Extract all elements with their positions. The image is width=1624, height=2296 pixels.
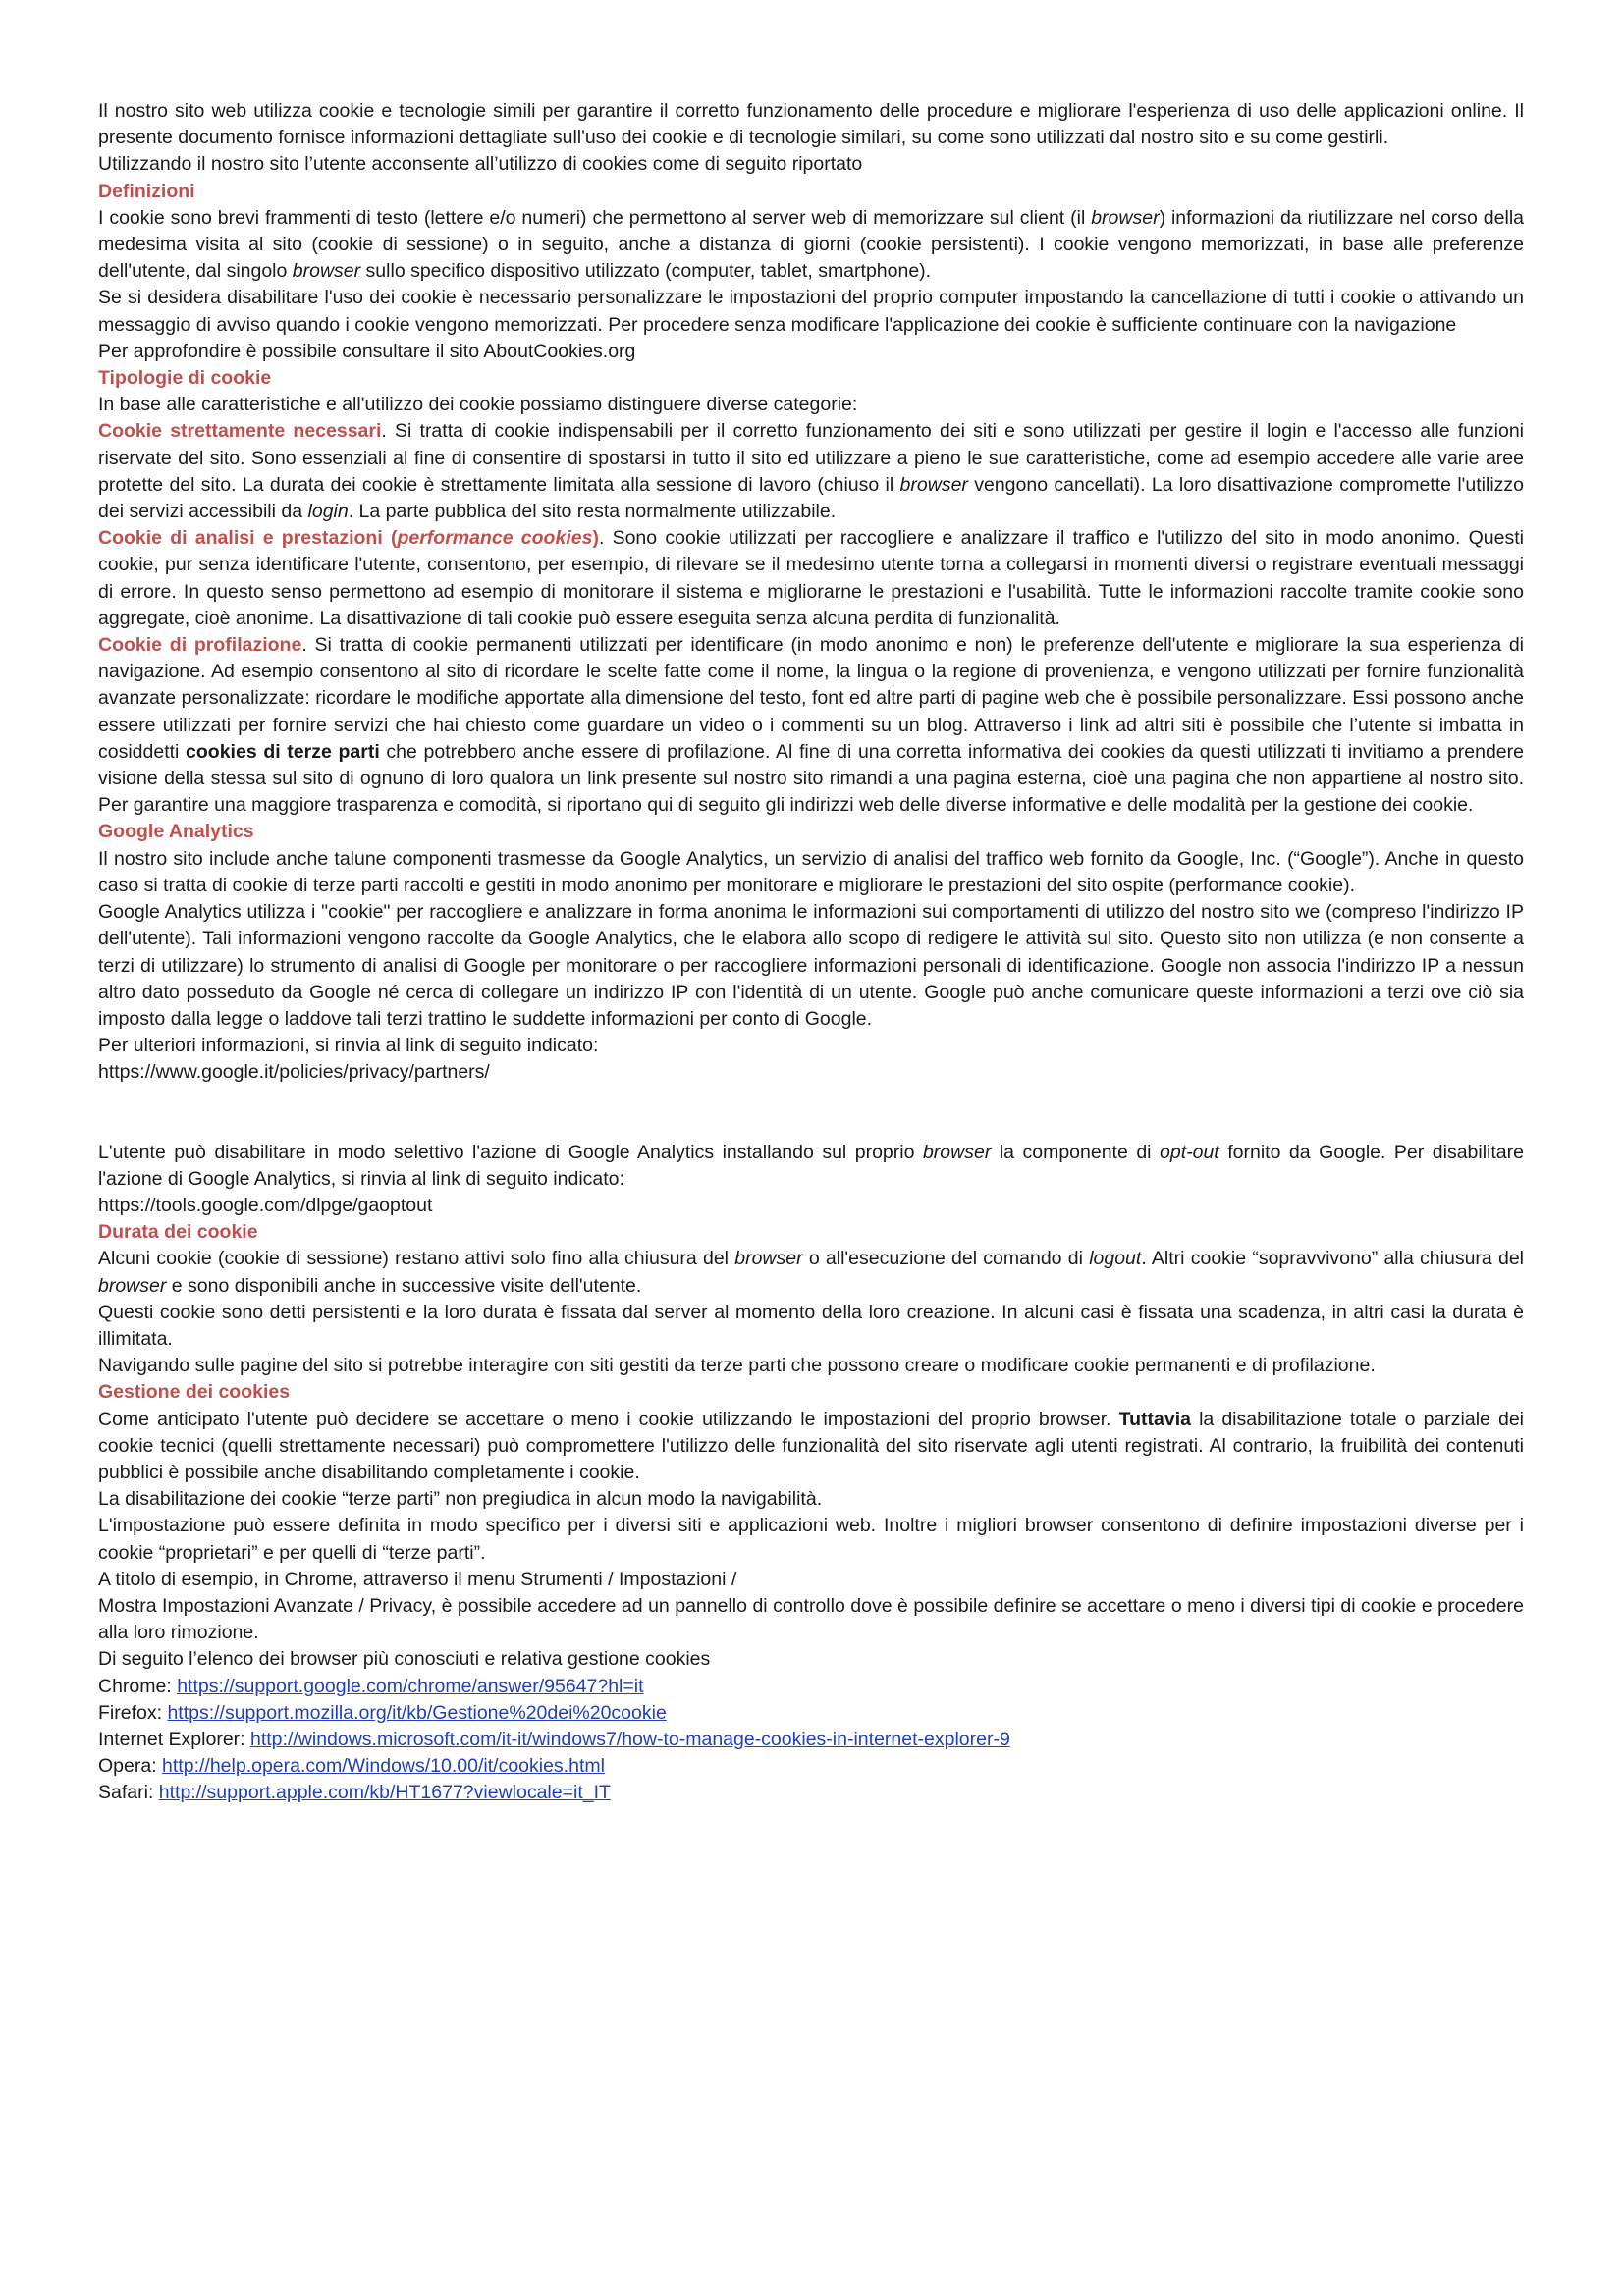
text-run: . Altri cookie “sopravvivono” alla chiusura del: [1141, 1248, 1525, 1270]
analytics-paragraph-3: Per ulteriori informazioni, si rinvia al link di seguito indicato:: [98, 1035, 599, 1057]
inline-heading: Cookie di profilazione: [98, 634, 302, 657]
browser-label: Chrome:: [98, 1675, 178, 1697]
browser-link-internet-explorer[interactable]: http://windows.microsoft.com/it-it/windows7/how-to-manage-cookies-in-internet-explorer-9: [250, 1728, 1010, 1750]
text-run-bold: cookies di terze parti: [186, 740, 380, 763]
text-run-italic: browser: [899, 473, 968, 496]
section-heading-definizioni: Definizioni: [98, 180, 195, 202]
text-run: I cookie sono brevi frammenti di testo (lettere e/o numeri) che permettono al server web di memorizzare sul client (il: [98, 206, 1092, 229]
text-run: la disabilitazione totale o parziale dei cookie tecnici (quelli strettamente necessari) può compromettere l'utilizzo delle funzionalità del sito riservate agli utenti registrati. Al contrario, la fruibilità dei contenuti pubblici è possibile anche disabilitando completamente i cookie.: [98, 1408, 1524, 1483]
text-run: L'utente può disabilitare in modo selettivo l'azione di Google Analytics installando sul proprio: [98, 1141, 923, 1163]
text-run-italic: logout: [1089, 1248, 1142, 1270]
intro-paragraph: Il nostro sito web utilizza cookie e tecnologie simili per garantire il corretto funzionamento delle procedure e migliorare l'esperienza di uso delle applicazioni online. Il presente documento fornisce informazioni dettagliate sull'uso dei cookie e di tecnologie similari, su come sono utilizzati dal nostro sito e su come gestirli.: [98, 100, 1524, 149]
gestione-paragraph-4: A titolo di esempio, in Chrome, attraverso il menu Strumenti / Impostazioni /: [98, 1568, 737, 1590]
browser-link-row-safari: [98, 1780, 1524, 1806]
durata-paragraph-3: Navigando sulle pagine del sito si potrebbe interagire con siti gestiti da terze parti che possono creare o modificare cookie permanenti e di profilazione.: [98, 1355, 1376, 1377]
text-run-italic: login: [307, 501, 349, 523]
text-run: . Sono cookie utilizzati per raccogliere e analizzare il traffico e l'utilizzo del sito in modo anonimo. Questi cookie, pur senza identificare l'utente, consentono, per esempio, di rilevare se il medesimo utente torna a collegarsi in momenti diversi o registrare eventuali messaggi di errore. In questo senso permettono ad esempio di monitorare il sistema e migliorarne le prestazioni e l'usabilità. Tutte le informazioni raccolte tramite cookie sono aggregate, cioè anonime. La disattivazione di tali cookie può essere eseguita senza alcuna perdita di funzionalità.: [98, 527, 1524, 629]
inline-heading: Cookie strettamente necessari: [98, 420, 382, 443]
cookie-policy-document: [98, 98, 1524, 1807]
text-run-italic: browser: [922, 1141, 992, 1163]
section-heading-tipologie: Tipologie di cookie: [98, 367, 272, 390]
intro-consent-paragraph: Utilizzando il nostro sito l’utente acconsente all’utilizzo di cookies come di seguito riportato: [98, 153, 863, 176]
text-run: ) informazioni da riutilizzare nel corso della medesima visita al sito (cookie di sessione) o in seguito, anche a distanza di giorni (cookie persistenti). I cookie vengono memorizzati, in base alle preferenze dell'utente, dal singolo: [98, 206, 1524, 283]
tipologie-paragraph-1: In base alle caratteristiche e all'utilizzo dei cookie possiamo distinguere diverse categorie:: [98, 394, 858, 416]
section-heading-durata: Durata dei cookie: [98, 1221, 258, 1244]
browser-label: Internet Explorer:: [98, 1728, 250, 1750]
gestione-paragraph-3: L'impostazione può essere definita in modo specifico per i diversi siti e applicazioni web. Inoltre i migliori browser consentono di definire impostazioni diverse per i cookie “proprietari” e per quelli di “terze parti”.: [98, 1515, 1524, 1564]
text-run-italic: performance cookies: [397, 527, 593, 550]
analytics-optout-paragraph: [98, 1140, 1524, 1193]
inline-heading: [98, 527, 599, 549]
text-run: . Si tratta di cookie indispensabili per il corretto funzionamento dei siti e sono utilizzati per gestire il login e l'accesso alle funzioni riservate del sito. Sono essenziali al fine di consentire di spostarsi in tutto il sito ed utilizzare a pieno le sue caratteristiche, come ad esempio accedere alle varie aree protette del sito. La durata dei cookie è strettamente limitata alla sessione di lavoro (chiuso il: [98, 420, 1524, 496]
definizioni-paragraph-1: [98, 205, 1524, 286]
text-run-italic: browser: [292, 260, 361, 283]
browser-label: Firefox:: [98, 1701, 168, 1724]
gestione-paragraph-2: La disabilitazione dei cookie “terze parti” non pregiudica in alcun modo la navigabilità.: [98, 1488, 823, 1511]
tipologie-analisi-paragraph: [98, 525, 1524, 632]
text-run: o all'esecuzione del comando di: [802, 1248, 1090, 1270]
browser-label: Opera:: [98, 1755, 163, 1778]
text-run: Come anticipato l'utente può decidere se accettare o meno i cookie utilizzando le impostazioni del proprio browser.: [98, 1408, 1119, 1430]
text-run-italic: browser: [1091, 206, 1160, 229]
section-heading-gestione: Gestione dei cookies: [98, 1381, 291, 1404]
section-heading-analytics: Google Analytics: [98, 821, 254, 843]
durata-paragraph-2: Questi cookie sono detti persistenti e la loro durata è fissata dal server al momento della loro creazione. In alcuni casi è fissata una scadenza, in altri casi la durata è illimitata.: [98, 1301, 1524, 1350]
definizioni-paragraph-3: Per approfondire è possibile consultare il sito AboutCookies.org: [98, 340, 636, 362]
text-run: vengono cancellati). La loro disattivazione compromette l'utilizzo dei servizi accessibili da: [98, 473, 1524, 523]
text-run: Cookie di analisi e prestazioni (: [98, 527, 398, 550]
text-run-bold: Tuttavia: [1118, 1408, 1191, 1430]
browser-link-firefox[interactable]: https://support.mozilla.org/it/kb/Gestione%20dei%20cookie: [167, 1701, 667, 1724]
spacer: [98, 1087, 1524, 1140]
text-run-italic: browser: [734, 1248, 803, 1270]
text-run: . Si tratta di cookie permanenti utilizzati per identificare (in modo anonimo e non) le preferenze dell'utente e migliorare la sua esperienza di navigazione. Ad esempio consentono al sito di ricordare le scelte fatte come il nome, la lingua o la regione di provenienza, e vengono utilizzati per fornire funzionalità avanzate personalizzate: ricordare le modifiche apportate alla dimensione del testo, font ed altre parti di pagine web che è possibile personalizzare. Essi possono anche essere utilizzati per fornire servizi che hai chiesto come guardare un video o i commenti su un blog. Attraverso i link ad altri siti è possibile che l’utente si imbatta in cosiddetti: [98, 634, 1524, 763]
analytics-optout-url: https://tools.google.com/dlpge/gaoptout: [98, 1194, 433, 1216]
analytics-paragraph-2: Google Analytics utilizza i "cookie" per raccogliere e analizzare in forma anonima le informazioni sui comportamenti di utilizzo del nostro sito we (compreso l'indirizzo IP dell'utente). Tali informazioni vengono raccolte da Google Analytics, che le elabora allo scopo di redigere le attività sul sito. Questo sito non utilizza (e non consente a terzi di utilizzare) lo strumento di analisi di Google per monitorare o per raccogliere informazioni personali di identificazione. Google non associa l'indirizzo IP a nessun altro dato posseduto da Google né cerca di collegare un indirizzo IP con l'identità di un utente. Google può anche comunicare queste informazioni a terzi ove ciò sia imposto dalla legge o laddove tali terzi trattino le suddette informazioni per conto di Google.: [98, 901, 1524, 1030]
text-run: Alcuni cookie (cookie di sessione) restano attivi solo fino alla chiusura del: [98, 1248, 735, 1270]
durata-paragraph-1: [98, 1246, 1524, 1299]
gestione-paragraph-6: Di seguito l’elenco dei browser più conosciuti e relativa gestione cookies: [98, 1648, 711, 1671]
text-run-italic: browser: [98, 1274, 167, 1297]
text-run-italic: opt-out: [1160, 1141, 1219, 1163]
browser-link-row-internet-explorer: [98, 1727, 1524, 1753]
text-run: la componente di: [991, 1141, 1161, 1163]
gestione-paragraph-5: Mostra Impostazioni Avanzate / Privacy, è possibile accedere ad un pannello di controllo dove è possibile definire se accettare o meno i diversi tipi di cookie e procedere alla loro rimozione.: [98, 1594, 1524, 1644]
browser-link-safari[interactable]: http://support.apple.com/kb/HT1677?viewlocale=it_IT: [158, 1782, 611, 1804]
text-run: fornito da Google. Per disabilitare l'azione di Google Analytics, si rinvia al link di seguito indicato:: [98, 1141, 1524, 1190]
text-run: . La parte pubblica del sito resta normalmente utilizzabile.: [348, 501, 837, 523]
browser-link-chrome[interactable]: https://support.google.com/chrome/answer/95647?hl=it: [177, 1675, 644, 1697]
browser-link-row-firefox: [98, 1700, 1524, 1727]
text-run: sullo specifico dispositivo utilizzato (computer, tablet, smartphone).: [360, 260, 932, 283]
browser-label: Safari:: [98, 1782, 159, 1804]
tipologie-profilazione-paragraph: [98, 632, 1524, 819]
browser-link-opera[interactable]: http://help.opera.com/Windows/10.00/it/cookies.html: [162, 1755, 605, 1778]
analytics-partners-url: https://www.google.it/policies/privacy/partners/: [98, 1061, 490, 1084]
text-run: ): [592, 527, 599, 550]
gestione-paragraph-1: [98, 1407, 1524, 1487]
tipologie-necessari-paragraph: [98, 418, 1524, 525]
analytics-paragraph-1: Il nostro sito include anche talune componenti trasmesse da Google Analytics, un servizio di analisi del traffico web fornito da Google, Inc. (“Google”). Anche in questo caso si tratta di cookie di terze parti raccolti e gestiti in modo anonimo per monitorare e migliorare le prestazioni del sito ospite (performance cookie).: [98, 847, 1524, 896]
definizioni-paragraph-2: Se si desidera disabilitare l'uso dei cookie è necessario personalizzare le impostazioni del proprio computer impostando la cancellazione di tutti i cookie o attivando un messaggio di avviso quando i cookie vengono memorizzati. Per procedere senza modificare l'applicazione dei cookie è sufficiente continuare con la navigazione: [98, 287, 1524, 336]
text-run: e sono disponibili anche in successive visite dell'utente.: [166, 1274, 642, 1297]
browser-link-row-chrome: [98, 1674, 1524, 1700]
text-run: che potrebbero anche essere di profilazione. Al fine di una corretta informativa dei cookies da questi utilizzati ti invitiamo a prendere visione della stessa sul sito di ognuno di loro qualora un link presente sul nostro sito rimandi a una pagina esterna, cioè una pagina che non appartiene al nostro sito. Per garantire una maggiore trasparenza e comodità, si riportano qui di seguito gli indirizzi web delle diverse informative e delle modalità per la gestione dei cookie.: [98, 740, 1524, 817]
browser-link-row-opera: [98, 1753, 1524, 1780]
